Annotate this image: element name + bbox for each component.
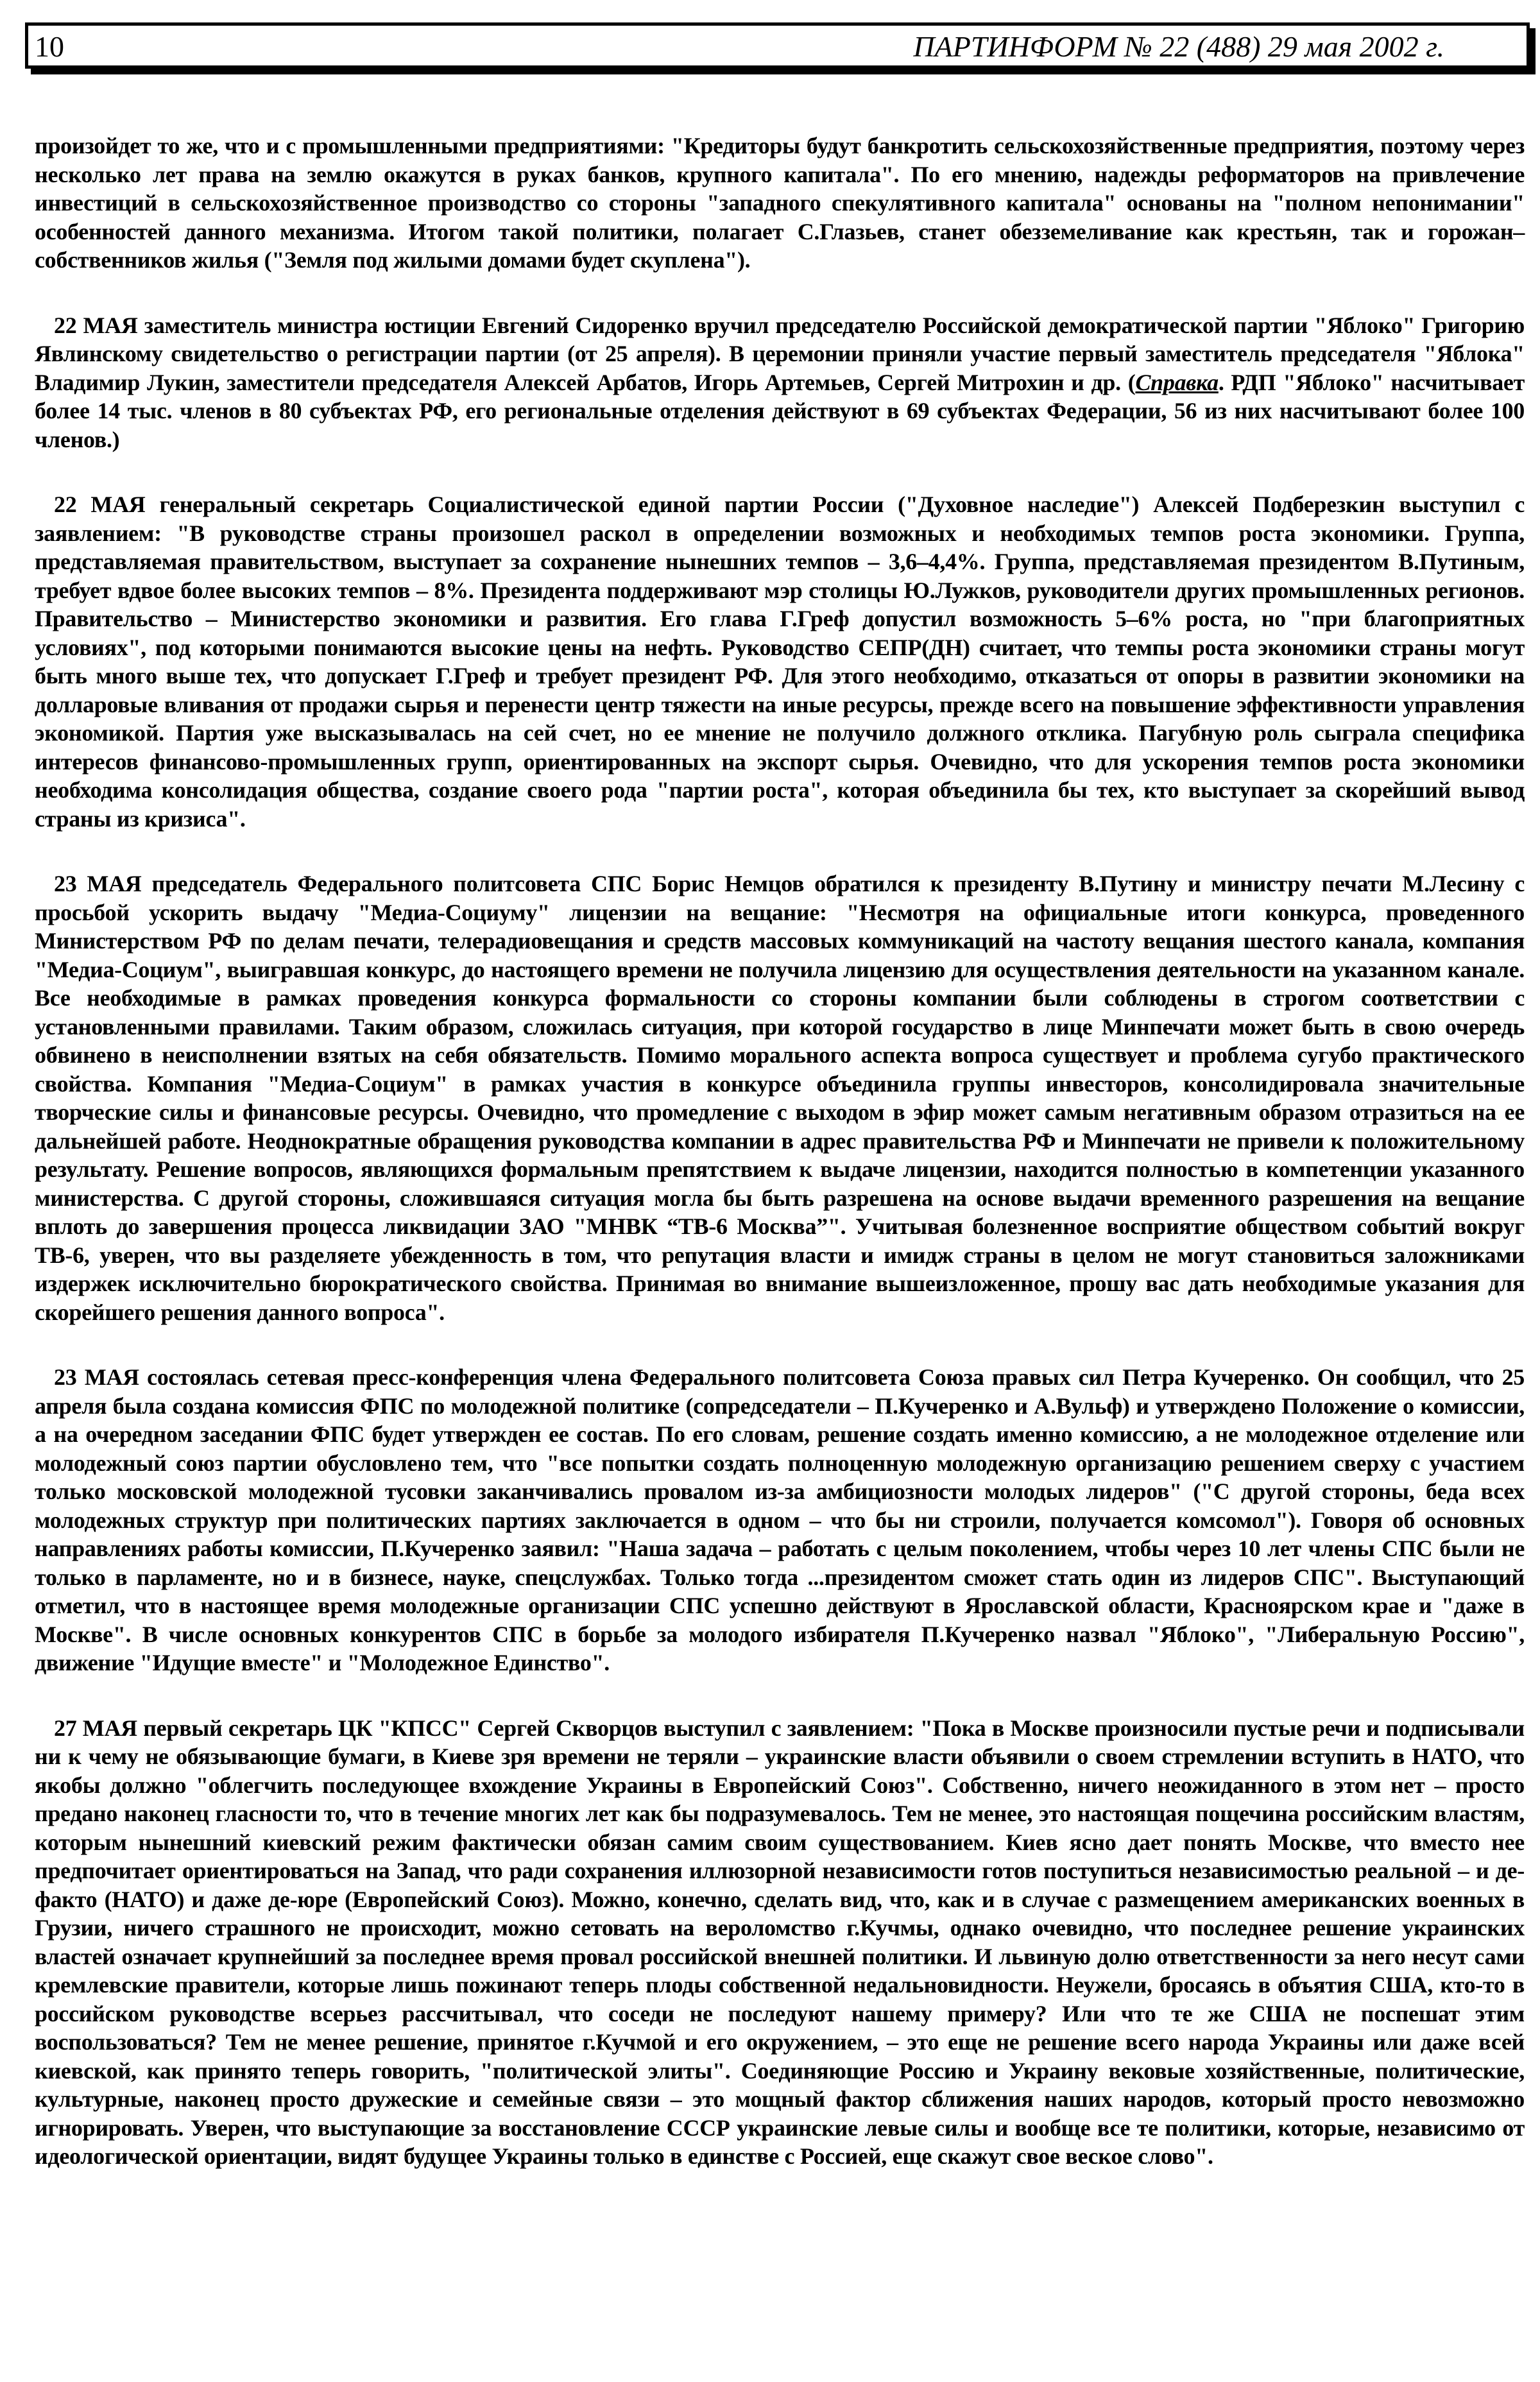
paragraph-kucherenko: 23 МАЯ состоялась сетевая пресс-конференция члена Федерального политсовета Союза правых сил Петра Кучеренко. Он сообщил, что 25 апреля была создана комиссия ФПС по молодежной политике (сопредседатели – П.Кучеренко и А.Вульф) и утверждено Положение о комиссии, а на очередном заседании ФПС будет утвержден ее состав. По его словам, решение создать именно комиссию, а не молодежное отделение или молодежный союз партии обусловлено тем, что "все попытки создать полноценную молодежную организацию решением сверху с участием только московской молодежной тусовки заканчивались провалом из-за амбициозности молодых лидеров" ("С другой стороны, беда всех молодежных структур при политических партиях заключается в одном – что бы ни строили, получается комсомол"). Говоря об основных направлениях работы комиссии, П.Кучеренко заявил: "Наша задача – работать с целым поколением, чтобы через 10 лет члены СПС были не только в парламенте, но и в бизнесе, науке, спецслужбах. Только тогда ...президентом сможет стать один из лидеров СПС". Выступающий отметил, что в настоящее время молодежные организации СПС успешно действуют в Ярославской области, Красноярском крае и "даже в Москве". В числе основных конкурентов СПС в борьбе за молодого избирателя П.Кучеренко назвал "Яблоко", "Либеральную Россию", движение "Идущие вместе" и "Молодежное Единство".	[35, 1364, 1525, 1675]
issue-title: ПАРТИНФОРМ № 22 (488) 29 мая 2002 г.	[913, 30, 1444, 63]
reference-link[interactable]: Справка	[1135, 369, 1219, 395]
paragraph-text: . РДП "Яблоко" насчитывает более 14 тыс. членов в 80 субъектах РФ, его региональные отделения действуют в 69 субъектах Федерации, 56 из них насчитывают более 100 членов.)	[35, 369, 1525, 452]
paragraph-yabloko-registration	[35, 311, 1525, 454]
paragraph-text: 22 МАЯ заместитель министра юстиции Евгений Сидоренко вручил председателю Российской демократической партии "Яблоко" Григорию Явлинскому свидетельство о регистрации партии (от 25 апреля). В церемонии приняли участие первый заместитель председателя "Яблока" Владимир Лукин, заместители председателя Алексей Арбатов, Игорь Артемьев, Сергей Митрохин и др. (	[35, 312, 1525, 395]
page-header	[25, 22, 1530, 69]
page-number: 10	[35, 30, 64, 63]
article-body	[35, 132, 1525, 2207]
paragraph-nemtsov: 23 МАЯ председатель Федерального политсовета СПС Борис Немцов обратился к президенту В.Путину и министру печати М.Лесину с просьбой ускорить выдачу "Медиа-Социуму" лицензии на вещание: "Несмотря на официальные итоги конкурса, проведенного Министерством РФ по делам печати, телерадиовещания и средств массовых коммуникаций на частоту вещания шестого канала, компания "Медиа-Социум", выигравшая конкурс, до настоящего времени не получила лицензию для осуществления деятельности на указанном канале. Все необходимые в рамках проведения конкурса формальности со стороны компании были соблюдены в строгом соответствии с установленными правилами. Таким образом, сложилась ситуация, при которой государство в лице Минпечати может быть в свою очередь обвинено в неисполнении взятых на себя обязательств. Помимо морального аспекта вопроса существует и проблема сугубо практического свойства. Компания "Медиа-Социум" в рамках участия в конкурсе объединила группы инвесторов, консолидировала значительные творческие силы и финансовые ресурсы. Очевидно, что промедление с выходом в эфир может самым негативным образом отразиться на ее дальнейшей работе. Неоднократные обращения руководства компании в адрес правительства РФ и Минпечати не привели к положительному результату. Решение вопросов, являющихся формальным препятствием к выдаче лицензии, находится полностью в компетенции указанного министерства. С другой стороны, сложившаяся ситуация могла бы быть разрешена на основе выдачи временного разрешения на вещание вплоть до завершения процесса ликвидации ЗАО "МНВК “ТВ-6 Москва”". Учитывая болезненное восприятие обществом событий вокруг ТВ-6, уверен, что вы разделяете убежденность в том, что репутация власти и имидж страны в целом не могут становиться заложниками издержек исключительно бюрократического свойства. Принимая во внимание вышеизложенное, прошу вас дать необходимые указания для скорейшего решения данного вопроса".	[35, 871, 1525, 1325]
paragraph-skvortsov: 27 МАЯ первый секретарь ЦК "КПСС" Сергей Скворцов выступил с заявлением: "Пока в Москве произносили пустые речи и подписывали ни к чему не обязывающие бумаги, в Киеве зря времени не теряли – украинские власти объявили о своем стремлении вступить в НАТО, что якобы должно "облегчить последующее вхождение Украины в Европейский Союз". Собственно, ничего неожиданного в этом нет – просто предано наконец гласности то, что в течение многих лет как бы подразумевалось. Тем не менее, это настоящая пощечина российским властям, которым нынешний киевский режим фактически обязан самим своим существованием. Киев ясно дает понять Москве, что вместо нее предпочитает ориентироваться на Запад, что ради сохранения иллюзорной независимости готов поступиться независимостью реальной – и де-факто (НАТО) и даже де-юре (Европейский Союз). Можно, конечно, сделать вид, что, как и в случае с размещением американских военных в Грузии, ничего страшного не происходит, можно сетовать на вероломство г.Кучмы, однако очевидно, что последнее решение украинских властей означает крупнейший за последнее время провал российской внешней политики. И львиную долю ответственности за него несут сами кремлевские правители, которые лишь пожинают теперь плоды собственной недальновидности. Неужели, бросаясь в объятия США, кто-то в российском руководстве всерьез рассчитывал, что соседи не последуют нашему примеру? Или что те же США не поспешат этим воспользоваться? Тем не менее решение, принятое г.Кучмой и его окружением, – это еще не решение всего народа Украины или даже всей киевской, как принято теперь говорить, "политической элиты". Соединяющие Россию и Украину вековые хозяйственные, политические, культурные, наконец просто дружеские и семейные связи – это мощный фактор сближения наших народов, который просто невозможно игнорировать. Уверен, что выступающие за восстановление СССР украинские левые силы и вообще все те политики, которые, независимо от идеологической ориентации, видят будущее Украины только в единстве с Россией, еще скажут свое веское слово".	[35, 1715, 1525, 2169]
paragraph-glazyev: произойдет то же, что и с промышленными предприятиями: "Кредиторы будут банкротить сельскохозяйственные предприятия, поэтому через несколько лет права на землю окажутся в руках банков, крупного капитала". По его мнению, надежды реформаторов на привлечение инвестиций в сельскохозяйственное производство со стороны "западного спекулятивного капитала" основаны на "полном непонимании" особенностей данного механизма. Итогом такой политики, полагает С.Глазьев, станет обезземеливание как крестьян, так и горожан–собственников жилья ("Земля под жилыми домами будет скуплена").	[35, 133, 1525, 273]
paragraph-podberezkin: 22 МАЯ генеральный секретарь Социалистической единой партии России ("Духовное наследие") Алексей Подберезкин выступил с заявлением: "В руководстве страны произошел раскол в определении возможных и необходимых темпов роста экономики. Группа, представляемая правительством, выступает за сохранение нынешних темпов – 3,6–4,4%. Группа, представляемая президентом В.Путиным, требует вдвое более высоких темпов – 8%. Президента поддерживают мэр столицы Ю.Лужков, руководители других промышленных регионов. Правительство – Министерство экономики и развития. Его глава Г.Греф допустил возможность 5–6% роста, но "при благоприятных условиях", под которыми понимаются высокие цены на нефть. Руководство СЕПР(ДН) считает, что темпы роста экономики страны могут быть много выше тех, что допускает Г.Греф и требует президент РФ. Для этого необходимо, отказаться от опоры в развитии экономики на долларовые вливания от продажи сырья и перенести центр тяжести на иные ресурсы, прежде всего на повышение эффективности управления экономикой. Партия уже высказывалась на сей счет, но ее мнение не получило должного отклика. Пагубную роль сыграла специфика интересов финансово-промышленных групп, ориентированных на экспорт сырья. Очевидно, что для ускорения темпов роста экономики необходима консолидация общества, создание своего рода "партии роста", которая объединила бы тех, кто выступает за скорейший вывод страны из кризиса".	[35, 492, 1525, 832]
